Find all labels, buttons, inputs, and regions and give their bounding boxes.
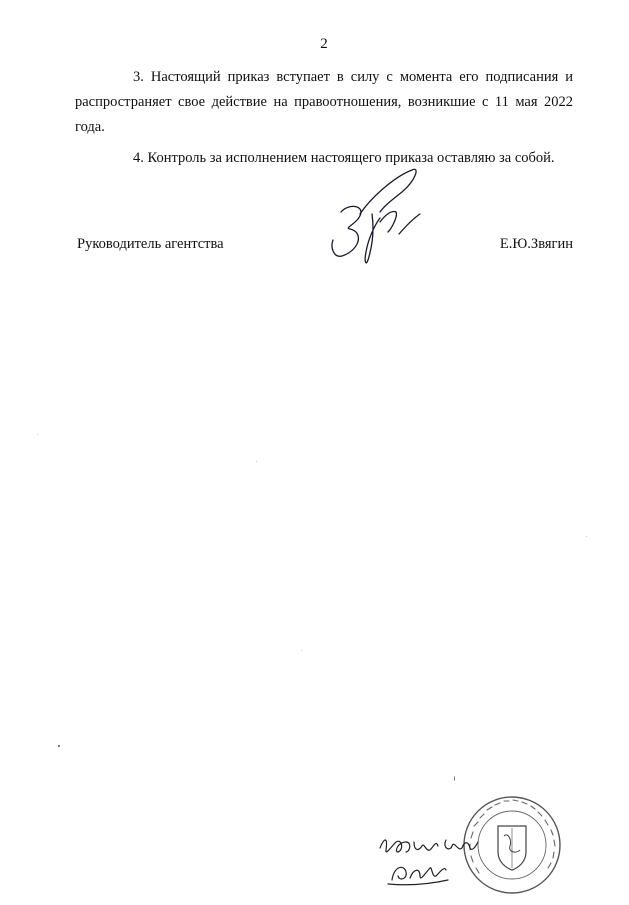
- scan-speck: [256, 461, 257, 462]
- paragraph-3: 3. Настоящий приказ вступает в силу с момента его подписания и распространяет свое действие на правоотношения, возникшие с 11 мая 2022 года.: [75, 69, 573, 135]
- page-number: 2: [320, 36, 328, 52]
- official-seal: [464, 797, 560, 893]
- signatory-name: Е.Ю.Звягин: [499, 236, 573, 252]
- signatory-position: Руководитель агентства: [77, 236, 224, 252]
- scan-speck: [586, 536, 587, 537]
- handwritten-certification: [380, 840, 478, 885]
- scan-speck: [301, 650, 302, 651]
- scan-speck: [37, 434, 38, 435]
- scan-speck: [58, 745, 60, 747]
- paragraph-4: 4. Контроль за исполнением настоящего приказа оставляю за собой.: [133, 150, 555, 166]
- scan-speck: [454, 776, 455, 781]
